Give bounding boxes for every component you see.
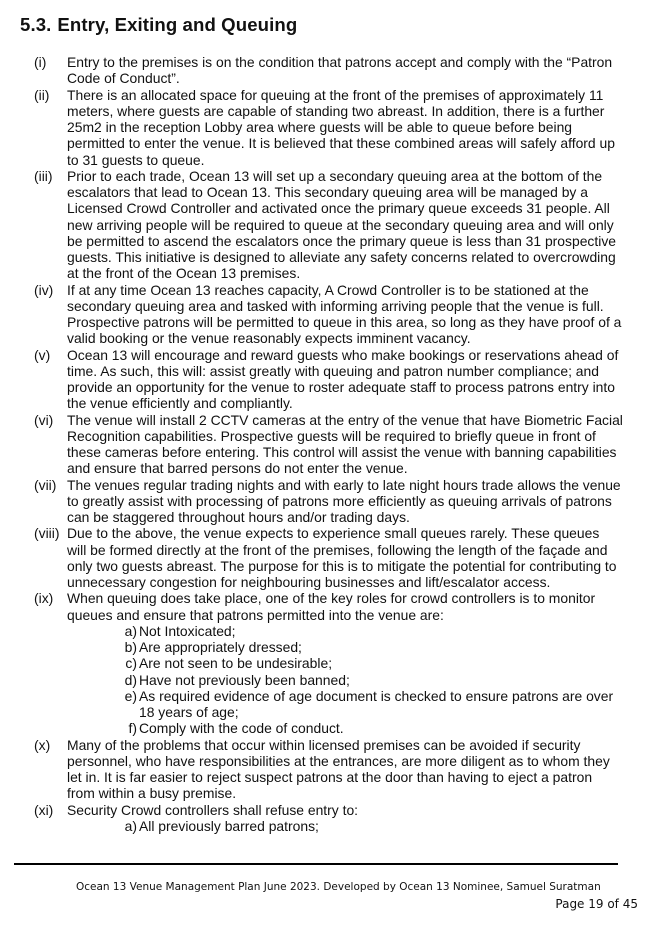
list-item-line: time. As such, this will: assist greatly with queuing and patron number compliance; and [67,362,599,379]
list-item-line: be permitted to ascend the escalators once the primary queue is less than 31 prospective [67,232,616,249]
list-item-line: will be formed directly at the front of the premises, following the length of the façade and [67,541,608,558]
sub-list-item-line: As required evidence of age document is checked to ensure patrons are over [139,687,614,704]
sub-list-item-line: Not Intoxicated; [139,622,236,639]
list-item-line: at the front of the Ocean 13 premises. [67,265,301,282]
list-item-marker: (v) [34,346,51,363]
sub-list-item-body [139,818,644,834]
list-item [34,282,644,347]
list-item-marker: (vi) [34,411,54,428]
section-number: 5.3. [20,14,52,35]
list-item-line: Prior to each trade, Ocean 13 will set up a secondary queuing area at the bottom of the [67,167,603,184]
numbered-list [34,54,644,834]
list-item-line: If at any time Ocean 13 reaches capacity, A Crowd Controller is to be stationed at the [67,281,589,298]
list-item-line: escalators that lead to Ocean 13. This secondary queuing area will be managed by a [67,184,588,200]
list-item-line: to greatly assist with processing of patrons more efficiently as queuing arrivals of patrons [67,492,612,509]
list-item-body [67,347,644,412]
list-item-line: valid booking or the venue reasonably expects imminent vacancy. [67,330,471,347]
list-item-line: unnecessary congestion for neighbouring businesses and lift/escalator access. [67,574,551,590]
sub-list-item-marker: a) [124,817,137,834]
list-item-line: only two guests abreast. The purpose for this is to mitigate the potential for contributing to [67,557,617,574]
list-item-line: Due to the above, the venue expects to experience small queues rarely. These queues [67,525,600,542]
list-item-body [67,87,644,168]
sub-list-item-line: Comply with the code of conduct. [139,720,344,737]
sub-list-item-body [139,623,644,639]
list-item-body [67,737,644,802]
sub-list-item-marker: d) [124,671,137,688]
section-title: Entry, Exiting and Queuing [57,14,298,35]
list-item [34,168,644,282]
list-item [34,802,644,835]
list-item-marker: (iv) [34,281,54,298]
sub-list-item-body [139,655,644,671]
list-item-line: can be staggered throughout hours and/or trading days. [67,509,410,525]
footer-text: Ocean 13 Venue Management Plan June 2023. Developed by Ocean 13 Nominee, Samuel Suratman [76,881,601,893]
list-item-line: guests. This initiative is designed to alleviate any safety concerns related to overcrowding [67,249,616,265]
list-item-line: meters, where guests are capable of standing two abreast. In addition, there is a further [67,102,605,119]
list-item-line: Many of the problems that occur within licensed premises can be avoided if security [67,736,581,753]
sub-list-item [116,720,644,736]
list-item-line: Security Crowd controllers shall refuse entry to: [67,801,359,818]
list-item-line: personnel, who have responsibilities at the entrances, are more diligent as to whom they [67,752,610,769]
sub-list-item-marker: c) [125,655,137,672]
list-item-body [67,802,644,835]
list-item-line: The venues regular trading nights and with early to late night hours trade allows the venue [67,476,621,493]
sub-list-item-line: All previously barred patrons; [139,817,319,834]
list-item-marker: (i) [34,54,47,70]
sub-list-item [116,672,644,688]
sub-list-item-marker: e) [124,687,137,704]
sub-list-item [116,818,644,834]
list-item-body [67,590,644,736]
list-item-line: permitted to enter the venue. It is believed that these combined areas will safely afford up [67,135,615,152]
sub-list-item-marker: a) [124,622,137,639]
list-item [34,525,644,590]
list-item-line: queues and ensure that patrons permitted into the venue are: [67,606,444,623]
list-item-line: Entry to the premises is on the condition that patrons accept and comply with the “Patron [67,54,613,70]
list-item-body [67,477,644,526]
list-item-marker: (viii) [34,525,60,542]
sub-list-item-line: Are not seen to be undesirable; [139,655,333,672]
list-item-line: The venue will install 2 CCTV cameras at the entry of the venue that have Biometric Facial [67,411,623,428]
list-item-body [67,412,644,477]
sub-list-item-body [139,688,644,721]
list-item-marker: (x) [34,736,51,753]
list-item-line: from within a busy premise. [67,785,237,802]
list-item-body [67,282,644,347]
sub-list-item-body [139,672,644,688]
list-item-body [67,54,644,87]
list-item-line: When queuing does take place, one of the key roles for crowd controllers is to monitor [67,590,596,607]
footer-divider [14,863,618,865]
sub-list-item-line: Have not previously been banned; [139,671,350,688]
sub-list-item [116,688,644,721]
list-item-line: secondary queuing area and tasked with informing arriving people that the venue is full. [67,297,604,314]
sub-list-item-marker: f) [128,720,137,737]
list-item [34,347,644,412]
list-item-line: provide an opportunity for the venue to roster adequate staff to process patrons entry into [67,379,615,395]
list-item-line: new arriving people will be required to queue at the secondary queuing area and will only [67,216,614,233]
list-item-body [67,168,644,282]
sub-list-item-marker: b) [124,639,137,655]
list-item-line: There is an allocated space for queuing at the front of the premises of approximately 11 [67,86,604,103]
page-number: Page 19 of 45 [555,897,638,911]
list-item-line: Ocean 13 will encourage and reward guests who make bookings or reservations ahead of [67,346,619,363]
list-item [34,412,644,477]
sub-list-item [116,639,644,655]
list-item-marker: (xi) [34,801,54,818]
sub-list-item [116,623,644,639]
list-item-marker: (ix) [34,590,54,607]
list-item-line: 25m2 in the reception Lobby area where guests will be able to queue before being [67,119,573,135]
sub-list-item-body [139,720,644,736]
list-item [34,87,644,168]
sub-list-item [116,655,644,671]
list-item-marker: (iii) [34,167,53,184]
list-item-line: Prospective patrons will be permitted to queue in this area, so long as they have proof of a [67,314,622,330]
sub-list-item-line: Are appropriately dressed; [139,639,302,655]
list-item-body [67,525,644,590]
list-item [34,590,644,736]
list-item [34,737,644,802]
list-item-line: and ensure that barred persons do not enter the venue. [67,460,408,477]
list-item-line: let in. It is far easier to reject suspect patrons at the door than having to eject a patron [67,769,593,785]
section-heading [20,14,297,36]
list-item-line: Recognition capabilities. Prospective guests will be required to briefly queue in front of [67,427,596,444]
list-item-marker: (ii) [34,86,50,103]
list-item-line: the venue efficiently and compliantly. [67,395,293,412]
list-item [34,477,644,526]
list-item-line: to 31 guests to queue. [67,151,205,168]
list-item-marker: (vii) [34,476,57,493]
list-item-line: Licensed Crowd Controller and activated once the primary queue exceeds 31 people. All [67,200,610,217]
sub-list-item-body [139,639,644,655]
list-item-line: these cameras before entering. This control will assist the venue with banning capabilities [67,444,617,460]
list-item-line: Code of Conduct”. [67,70,180,87]
list-item [34,54,644,87]
sub-list-item-line: 18 years of age; [139,704,239,720]
